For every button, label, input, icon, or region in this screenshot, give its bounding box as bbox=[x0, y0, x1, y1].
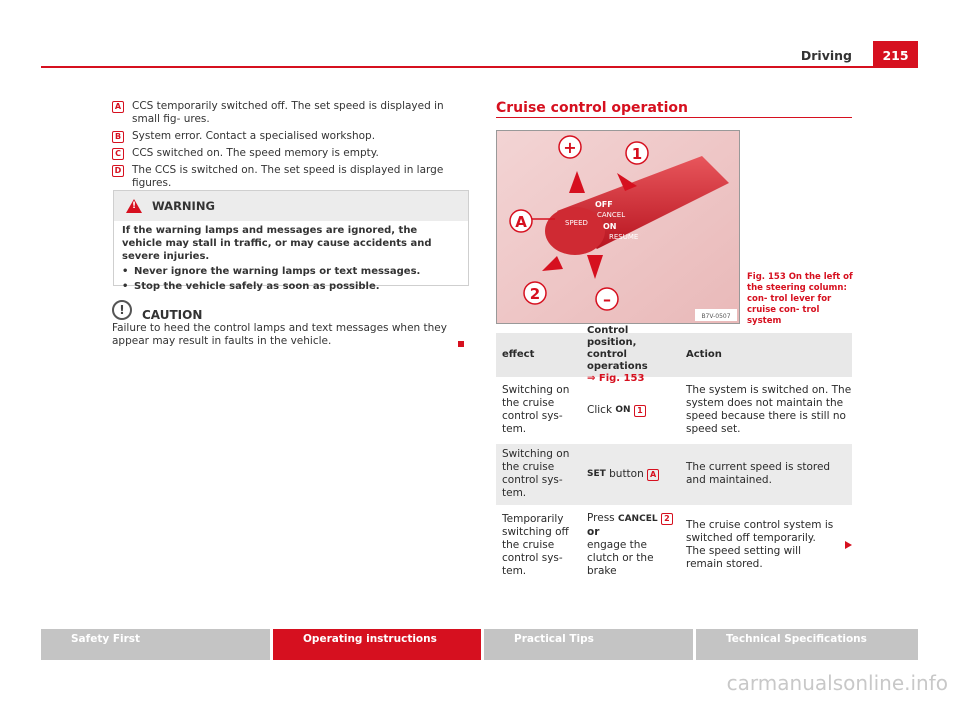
bullet-icon: • bbox=[122, 281, 129, 292]
callout-minus-label: – bbox=[603, 290, 611, 309]
control-alternative: engage the clutch or the brake bbox=[587, 539, 654, 577]
tab-practical-tips[interactable]: Practical Tips bbox=[484, 629, 693, 660]
warning-box bbox=[113, 190, 469, 292]
header-control-text: Control position, control operations bbox=[587, 325, 648, 372]
bullet-icon: • bbox=[122, 266, 129, 277]
caution-text: Failure to heed the control lamps and text messages when they appear may result in faults in the vehicle. bbox=[112, 322, 447, 347]
warning-triangle-icon: ! bbox=[126, 199, 142, 213]
cell-control bbox=[581, 448, 679, 500]
warning-bullet-text: Never ignore the warning lamps or text messages. bbox=[134, 266, 421, 277]
header-action: Action bbox=[686, 349, 722, 360]
legend-item bbox=[112, 147, 462, 160]
control-or: or bbox=[587, 526, 600, 538]
legend-badge: D bbox=[112, 165, 124, 177]
warning-label: WARNING bbox=[152, 199, 215, 213]
warning-intro: If the warning lamps and messages are ignored, the vehicle may stall in traffic, or may cause accidents and severe injuries. bbox=[122, 225, 432, 262]
cruise-control-figure bbox=[496, 130, 740, 324]
tab-safety-first[interactable]: Safety First bbox=[41, 629, 270, 660]
legend-text: The CCS is switched on. The set speed is displayed in large figures. bbox=[132, 164, 444, 189]
footer-nav bbox=[41, 629, 918, 660]
section-rule bbox=[496, 117, 852, 118]
site-watermark: carmanualsonline.info bbox=[726, 671, 948, 695]
cell-effect: Temporarily switching off the cruise control sys- tem. bbox=[502, 512, 569, 577]
legend-item bbox=[112, 130, 462, 143]
operation-table bbox=[496, 325, 852, 583]
legend-item bbox=[112, 164, 462, 190]
status-legend bbox=[112, 100, 462, 194]
cell-effect: Switching on the cruise control sys- tem. bbox=[502, 384, 570, 435]
tab-operating-instructions[interactable]: Operating instructions bbox=[273, 629, 481, 660]
section-end-marker bbox=[458, 341, 464, 347]
cell-control bbox=[581, 384, 679, 436]
callout-plus-label: + bbox=[563, 138, 577, 157]
caution-header bbox=[112, 298, 202, 322]
lever-text-resume: RESUME bbox=[609, 233, 639, 241]
section-title: Cruise control operation bbox=[496, 100, 688, 116]
warning-bullet bbox=[122, 265, 460, 278]
cell-action bbox=[679, 512, 852, 578]
table-header-row bbox=[496, 325, 852, 384]
control-key: SET bbox=[587, 468, 606, 479]
lever-text-cancel: CANCEL bbox=[597, 211, 626, 219]
page-section-title: Driving bbox=[800, 48, 852, 63]
warning-bullet-text: Stop the vehicle safely as soon as possible. bbox=[134, 281, 380, 292]
table-row bbox=[496, 380, 852, 441]
callout-two-label: 2 bbox=[529, 285, 541, 303]
legend-item bbox=[112, 100, 462, 126]
legend-badge: B bbox=[112, 131, 124, 143]
legend-text: CCS switched on. The speed memory is empty. bbox=[132, 147, 379, 159]
page-number: 215 bbox=[873, 41, 918, 67]
warning-bullet bbox=[122, 280, 460, 293]
cell-action-text: The cruise control system is switched off temporarily. The speed setting will remain stored. bbox=[686, 519, 834, 570]
control-key: ON bbox=[615, 404, 631, 415]
control-badge: 1 bbox=[634, 405, 646, 417]
control-key: CANCEL bbox=[617, 514, 658, 524]
control-badge: 2 bbox=[661, 513, 673, 525]
cell-action: The system is switched on. The system does not maintain the speed because there is still no speed set. bbox=[686, 384, 852, 435]
control-badge: A bbox=[647, 469, 659, 481]
cell-action: The current speed is stored and maintained. bbox=[686, 461, 831, 486]
warning-header bbox=[114, 191, 468, 221]
control-verb: Click bbox=[587, 403, 613, 416]
cell-effect: Switching on the cruise control sys- tem. bbox=[502, 448, 570, 499]
figure-code: B7V-0507 bbox=[701, 313, 731, 320]
warning-body bbox=[114, 221, 468, 296]
tab-technical-specifications[interactable]: Technical Specifications bbox=[696, 629, 918, 660]
control-word: button bbox=[609, 467, 644, 480]
header-effect: effect bbox=[502, 349, 535, 360]
lever-text-on: ON bbox=[603, 222, 617, 231]
callout-one-label: 1 bbox=[631, 145, 643, 163]
legend-badge: A bbox=[112, 101, 124, 113]
figure-caption: Fig. 153 On the left of the steering column: con- trol lever for cruise con- trol system bbox=[747, 272, 853, 326]
caution-label: CAUTION bbox=[142, 308, 203, 322]
table-row bbox=[496, 444, 852, 505]
legend-badge: C bbox=[112, 148, 124, 160]
legend-text: System error. Contact a specialised workshop. bbox=[132, 130, 376, 142]
cruise-lever-illustration bbox=[497, 131, 739, 323]
header-control bbox=[581, 325, 679, 385]
control-verb: Press bbox=[587, 512, 615, 524]
lever-tip bbox=[545, 207, 605, 255]
header-rule bbox=[41, 66, 918, 68]
continue-arrow-icon bbox=[845, 541, 852, 549]
caution-exclamation-icon: ! bbox=[112, 300, 132, 320]
figure-reference-link[interactable]: ⇒ Fig. 153 bbox=[587, 373, 645, 384]
lever-text-speed: SPEED bbox=[565, 219, 588, 227]
lever-text-off: OFF bbox=[595, 200, 613, 209]
table-row bbox=[496, 508, 852, 583]
callout-a-label: A bbox=[515, 213, 527, 231]
cell-control bbox=[581, 512, 679, 578]
legend-text: CCS temporarily switched off. The set speed is displayed in small fig- ures. bbox=[132, 100, 444, 125]
